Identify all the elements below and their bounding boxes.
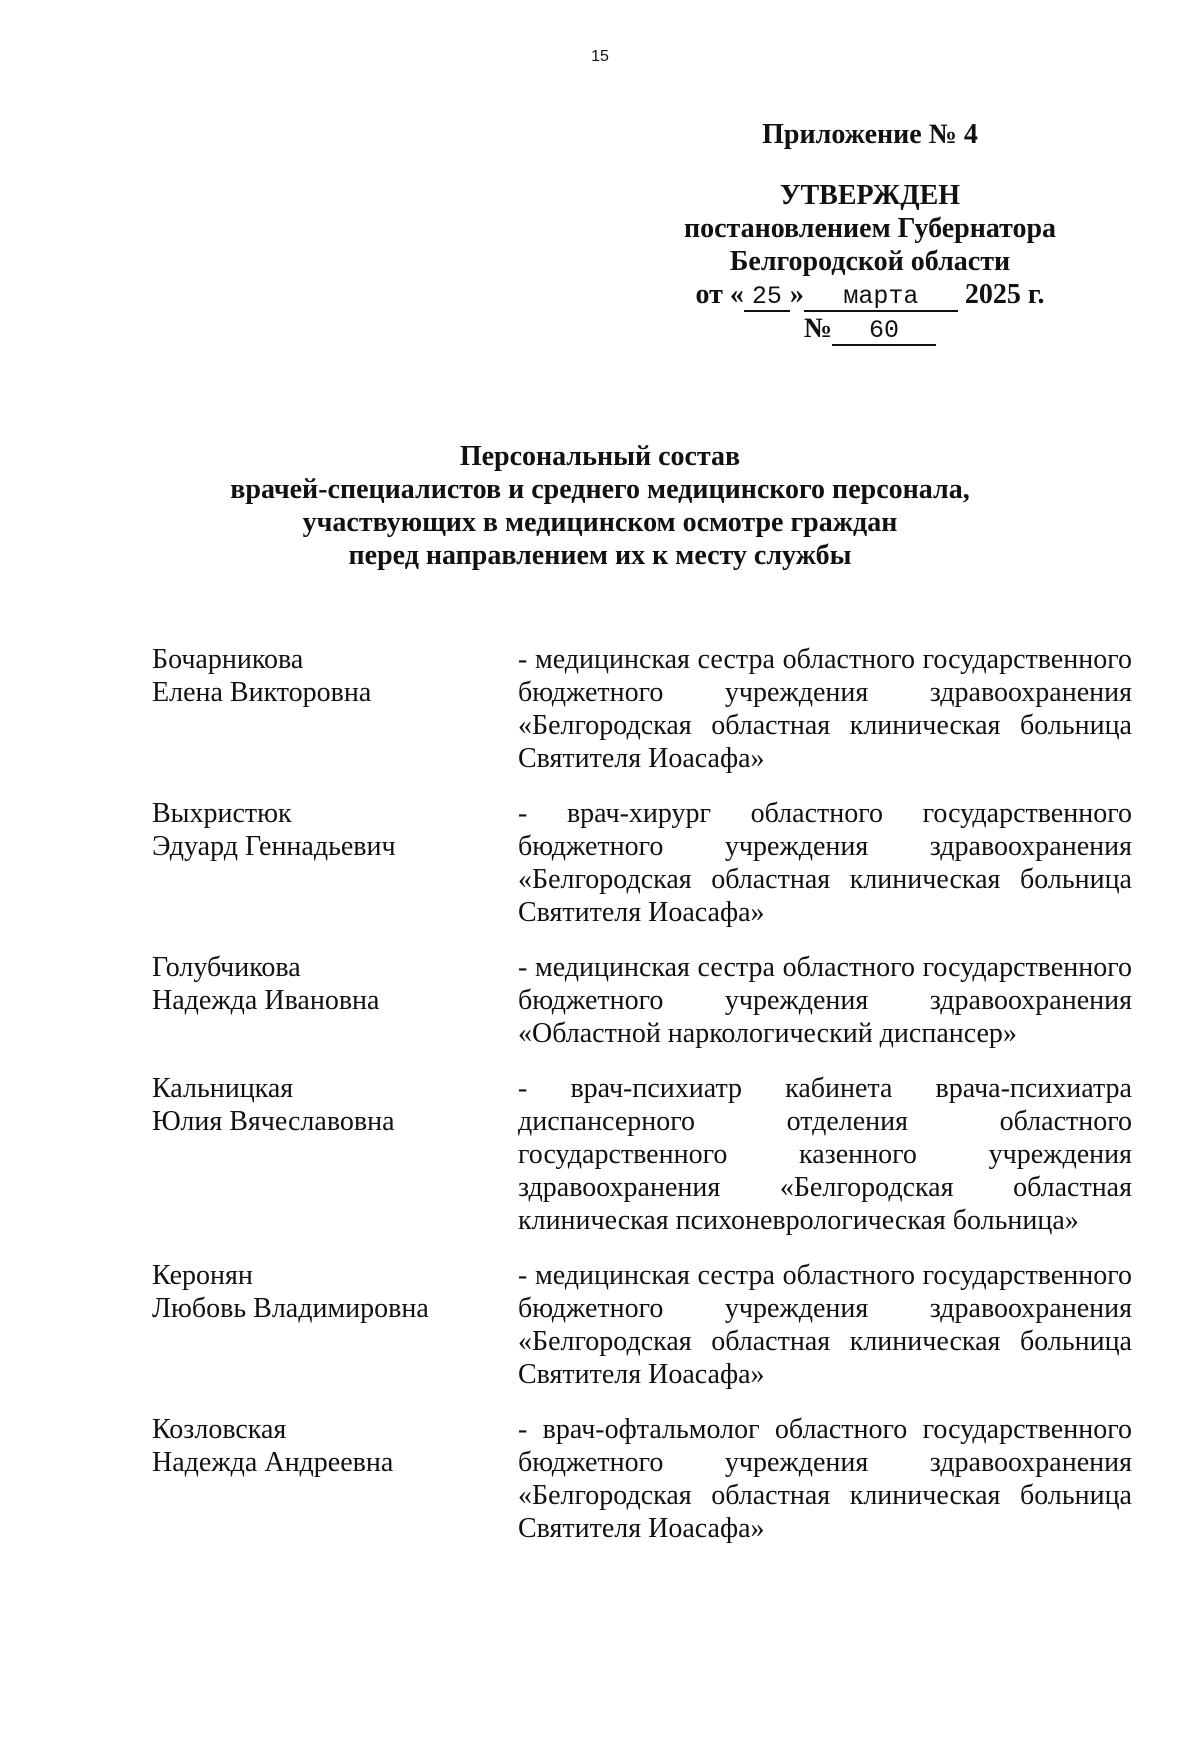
member-surname: Козловская — [152, 1414, 287, 1445]
appendix-label: Приложение № 4 — [762, 119, 978, 150]
member-name — [152, 1072, 518, 1237]
date-year: 2025 г. — [964, 279, 1045, 310]
member-surname: Выхристюк — [152, 798, 292, 829]
member-role: - медицинская сестра областного государственного бюджетного учреждения здравоохранения «Белгородская областная клиническая больница Святителя Иоасафа» — [518, 1260, 1132, 1390]
document-title — [0, 440, 1200, 572]
member-given-name: Эдуард Геннадьевич — [152, 831, 396, 862]
member-list — [152, 643, 1132, 1567]
member-given-name: Любовь Владимировна — [152, 1293, 429, 1324]
approval-date — [640, 278, 1100, 312]
member-entry — [152, 1259, 1132, 1391]
member-surname: Бочарникова — [152, 644, 304, 675]
title-line-2: врачей-специалистов и среднего медицинского персонала, — [230, 474, 970, 505]
number-prefix: № — [803, 313, 833, 344]
member-entry — [152, 1413, 1132, 1545]
approval-line-2: Белгородской области — [729, 246, 1011, 277]
member-entry — [152, 797, 1132, 929]
page-number: 15 — [591, 48, 609, 65]
member-given-name: Елена Викторовна — [152, 677, 372, 708]
date-prefix: от « — [695, 279, 744, 310]
member-entry — [152, 643, 1132, 775]
approved-heading: УТВЕРЖДЕН — [779, 180, 961, 211]
approval-line-1: постановлением Губернатора — [683, 213, 1057, 244]
member-role: - медицинская сестра областного государственного бюджетного учреждения здравоохранения «Белгородская областная клиническая больница Святителя Иоасафа» — [518, 644, 1132, 774]
title-line-4: перед направлением их к месту службы — [348, 540, 852, 571]
approval-block — [640, 118, 1100, 346]
member-surname: Керонян — [152, 1260, 253, 1291]
member-entry — [152, 951, 1132, 1050]
member-role: - врач-офтальмолог областного государственного бюджетного учреждения здравоохранения «Белгородская областная клиническая больница Святителя Иоасафа» — [518, 1414, 1132, 1544]
member-role: - врач-психиатр кабинета врача-психиатра диспансерного отделения областного государственного казенного учреждения здравоохранения «Белгородская областная клиническая психоневрологическая больница» — [518, 1073, 1132, 1236]
member-surname: Голубчикова — [152, 952, 301, 983]
title-line-3: участвующих в медицинском осмотре граждан — [302, 507, 898, 538]
member-name — [152, 643, 518, 775]
member-given-name: Надежда Ивановна — [152, 985, 380, 1016]
date-day: 25 — [744, 284, 790, 312]
member-name — [152, 951, 518, 1050]
member-entry — [152, 1072, 1132, 1237]
member-role: - врач-хирург областного государственного бюджетного учреждения здравоохранения «Белгородская областная клиническая больница Святителя Иоасафа» — [518, 798, 1132, 928]
approval-number — [640, 312, 1100, 346]
member-given-name: Надежда Андреевна — [152, 1447, 394, 1478]
number-value: 60 — [832, 318, 936, 346]
title-line-1: Персональный состав — [459, 441, 741, 472]
member-surname: Кальницкая — [152, 1073, 294, 1104]
member-name — [152, 1413, 518, 1545]
member-name — [152, 797, 518, 929]
member-role: - медицинская сестра областного государственного бюджетного учреждения здравоохранения «Областной наркологический диспансер» — [518, 952, 1132, 1049]
member-name — [152, 1259, 518, 1391]
member-given-name: Юлия Вячеславовна — [152, 1106, 395, 1137]
date-mid: » — [789, 279, 804, 310]
date-month: марта — [804, 284, 958, 312]
